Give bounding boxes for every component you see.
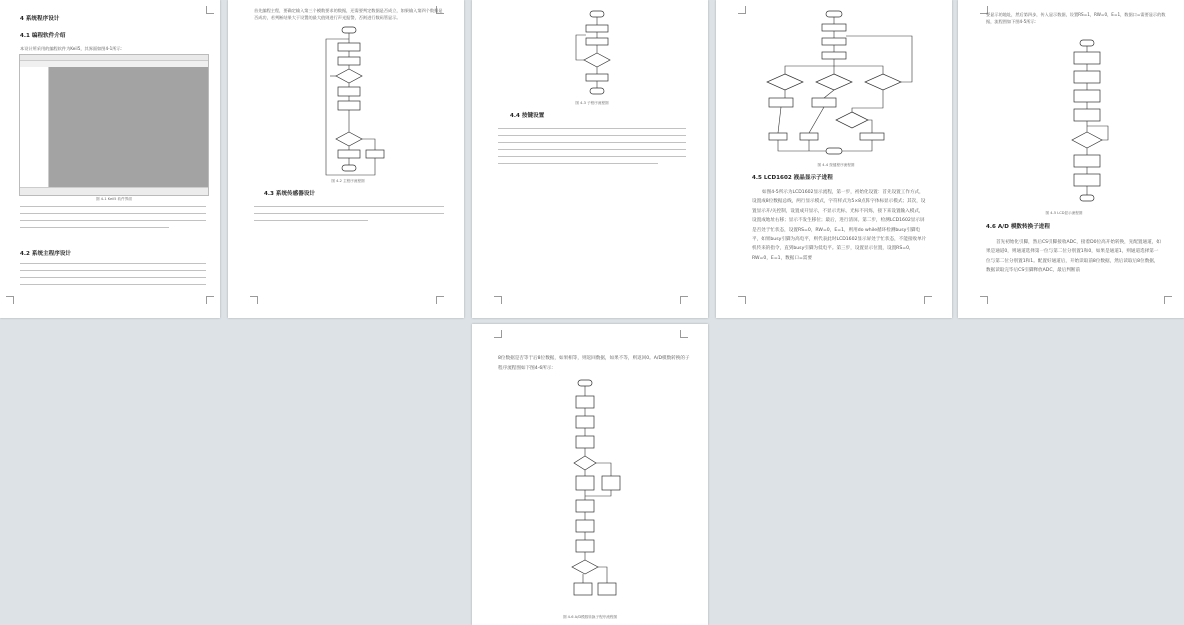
document-page-2 [228, 0, 464, 318]
crop-mark [980, 296, 988, 304]
crop-mark [738, 6, 746, 14]
crop-mark [206, 6, 214, 14]
figure-caption: 图 4-2 主程序流程图 [331, 179, 365, 183]
lcd-flowchart [1062, 38, 1112, 208]
body-text-lines [20, 263, 206, 291]
document-page-4 [716, 0, 952, 318]
body-text-lines [498, 128, 686, 170]
crop-mark [924, 296, 932, 304]
subsection-heading: 4.6 A/D 模数转换子进程 [986, 224, 1050, 230]
document-page-6 [472, 324, 708, 625]
crop-mark [250, 296, 258, 304]
paragraph: 首先编程主程，要确定输入第三个模数要求的数据，还需要判定数据是否成立，如果输入第四个数据是否成功，若判断结果大于设置的最大值则进行声光报警，否则进行数码管显示。 [254, 8, 443, 20]
key-flowchart [752, 8, 918, 158]
main-flowchart [318, 25, 388, 185]
figure-caption: 图 4-4 按键程序流程图 [817, 163, 855, 167]
body-text-lines [20, 206, 206, 234]
crop-mark [680, 296, 688, 304]
paragraph: 如图4-5所示为LCD1602显示流程，第一步，初始化设置：首先设置工作方式，设置成8位数据总线，两行显示模式，字符样式为5×8点阵字体标显示模式；其次，设置显示开/关控制，设置成开显示，不显示光标，光标不闪烁，接下来设置输入模式，设置成地址右移；显示不发生移位；最后，进行清屏。第二步，检测LCD1602显示屏是否处于忙状态，设置RS=0，RW=0，E=1，则用do while循环检测busy引脚电平，如果busy引脚为高电平，则代表此时LCD1602显示屏处于忙状态，不能接收单片机传来的指令，直到busy引脚为低电平。第三步，设置显示位置，设置RS=0，RW=0，E=1，数据口=需要 [752, 190, 927, 261]
keil5-screenshot [19, 54, 209, 196]
paragraph: 8位数据是否等于后8位数据，如果相等，则返回数据，如果不等，则返回0。A/D模数转换的子程序流程图如下图4-6所示： [498, 356, 690, 371]
document-page-1 [0, 0, 220, 318]
crop-mark [680, 330, 688, 338]
figure-caption: 图 4-3 子程序流程图 [575, 101, 609, 105]
crop-mark [738, 296, 746, 304]
paragraph: 本设计所采用的编程软件为Keil5，其界面如图4-1所示： [20, 46, 125, 51]
subsection-heading: 4.2 系统主程序设计 [20, 251, 72, 257]
subprogram-flowchart [572, 8, 622, 100]
subsection-heading: 4.1 编程软件介绍 [20, 33, 66, 39]
figure-caption: 图 4-6 A/D模数转换子程序流程图 [562, 615, 618, 619]
section-heading: 4 系统程序设计 [20, 16, 60, 22]
crop-mark [1164, 296, 1172, 304]
adc-flowchart [568, 378, 628, 608]
document-page-3 [472, 0, 708, 318]
subsection-heading: 4.3 系统传感器设计 [264, 191, 316, 197]
paragraph: 首先初始化引脚，然后CS引脚接收ADC，接着D0位高开始转换，先配置通道，如果是通道0，则通道选择第一位与第二位分别置1和0，如果是通道1，则通道选择第一位与第二位分别置1和1。配置好通道后，开始读取前8位数据，然后读取后8位数据，数据读取完毕后CS引脚释放ADC，最后判断前 [986, 240, 1161, 274]
figure-caption: 图 4-1 Keil5 软件界面 [96, 197, 132, 201]
body-text-lines [254, 206, 444, 227]
crop-mark [494, 296, 502, 304]
document-page-5 [958, 0, 1184, 318]
crop-mark [436, 296, 444, 304]
crop-mark [6, 296, 14, 304]
subsection-heading: 4.4 按键设置 [510, 113, 545, 119]
crop-mark [494, 330, 502, 338]
subsection-heading: 4.5 LCD1602 液晶显示子进程 [752, 175, 833, 181]
figure-caption: 图 4-5 LCD显示流程图 [1045, 211, 1083, 215]
paragraph: 要显示的地址，然后第四步，传入显示数据，设置RS=1，RW=0，E=1，数据口=需要显示的数据，流程图如下图4-5所示： [986, 12, 1166, 24]
crop-mark [206, 296, 214, 304]
